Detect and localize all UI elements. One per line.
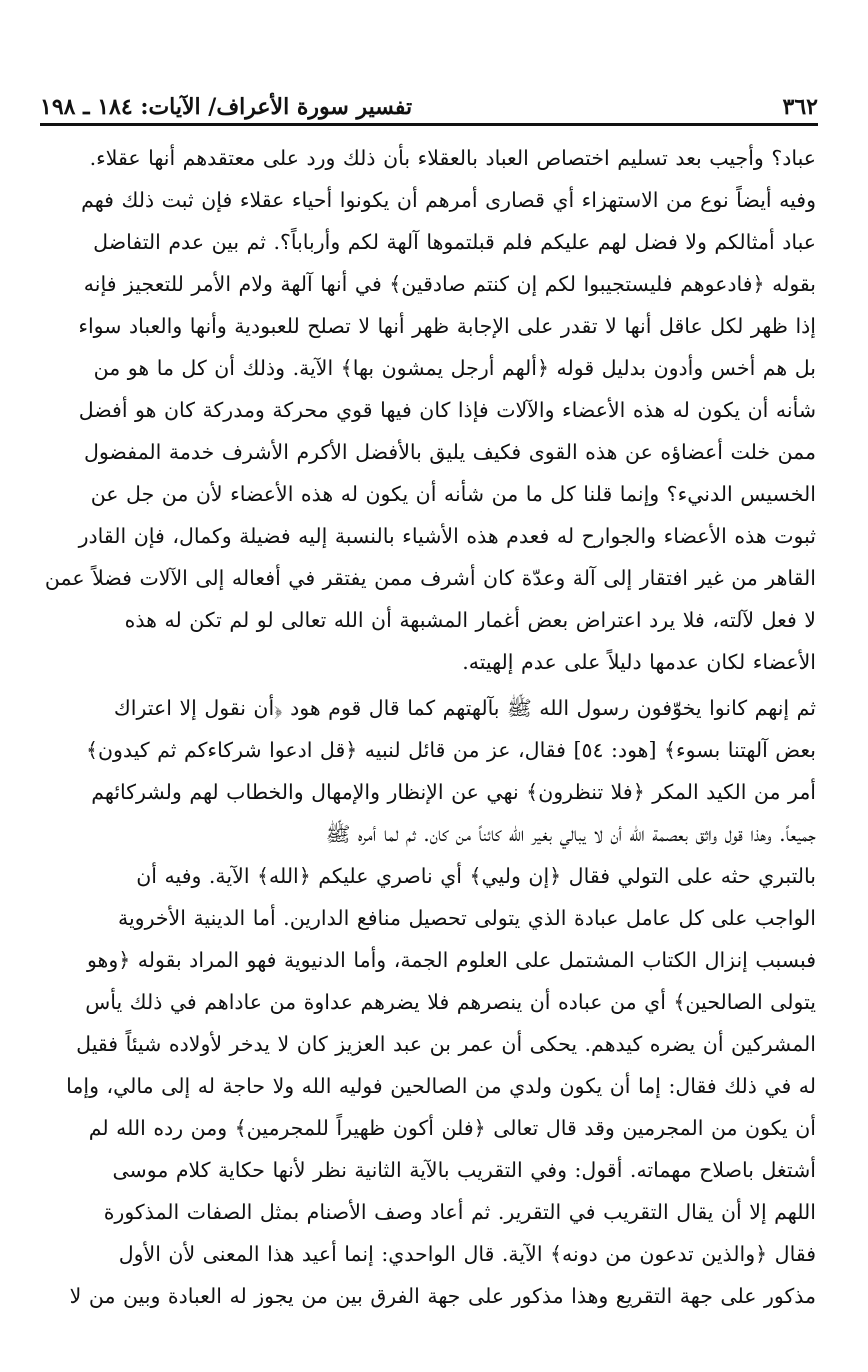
- paragraph-2: [40, 687, 816, 1317]
- text-line: وفيه أيضاً نوع من الاستهزاء أي قصارى أمرهم أن يكونوا أحياء عقلاء فإن ثبت ذلك فهم: [81, 188, 816, 212]
- text-line: أشتغل باصلاح مهماته. أقول: وفي التقريب بالآية الثانية نظر لأنها حكاية كلام موسى: [112, 1158, 816, 1182]
- text-line: جميعاً. وهذا قول واثق بعصمة الله أن لا يبالي بغير الله كائناً من كان. ثم لما أمره ﷺ: [325, 822, 816, 846]
- text-line: مذكور على جهة التقريع وهذا مذكور على جهة الفرق بين من يجوز له العبادة وبين من لا: [69, 1284, 816, 1308]
- text-line: أمر من الكيد المكر ﴿فلا تنظرون﴾ نهي عن الإنظار والإمهال والخطاب لهم ولشركائهم: [91, 780, 816, 804]
- text-line: بالتبري حثه على التولي فقال ﴿إن وليي﴾ أي ناصري عليكم ﴿الله﴾ الآية. وفيه أن: [136, 864, 816, 888]
- text-line: له في ذلك فقال: إما أن يكون ولدي من الصالحين فوليه الله ولا حاجة له إلى مالي، وإما: [66, 1074, 816, 1098]
- text-line: القاهر من غير افتقار إلى آلة وعدّة كان أشرف ممن يفتقر في أفعاله إلى الآلات فضلاً عمن: [44, 566, 816, 590]
- text-line: عباد؟ وأجيب بعد تسليم اختصاص العباد بالعقلاء بأن ذلك ورد على معتقدهم أنها عقلاء.: [89, 146, 816, 170]
- text-line: فبسبب إنزال الكتاب المشتمل على العلوم الجمة، وأما الدنيوية فهو المراد بقوله ﴿وهو: [86, 948, 816, 972]
- text-line: شأنه أن يكون له هذه الأعضاء والآلات فإذا كان فيها قوي محركة ومدركة كان هو أفضل: [78, 398, 816, 422]
- text-line: اللهم إلا أن يقال التقريب في التقرير. ثم أعاد وصف الأصنام بمثل الصفات المذكورة: [103, 1200, 816, 1224]
- text-line: إذا ظهر لكل عاقل أنها لا تقدر على الإجابة ظهر أنها لا تصلح للعبودية وأنها والعباد سواء: [78, 314, 816, 338]
- text-line: بعض آلهتنا بسوء﴾ [هود: ٥٤] فقال، عز من قائل لنبيه ﴿قل ادعوا شركاءكم ثم كيدون﴾: [85, 738, 816, 762]
- text-line: ممن خلت أعضاؤه عن هذه القوى فكيف يليق بالأفضل الأكرم الأشرف خدمة المفضول: [83, 440, 816, 464]
- text-line: المشركين أن يضره كيدهم. يحكى أن عمر بن عبد العزيز كان لا يدخر لأولاده شيئاً فقيل: [76, 1032, 816, 1056]
- paragraph-1: [40, 137, 816, 683]
- text-line: الأعضاء لكان عدمها دليلاً على عدم إلهيته.: [462, 650, 816, 674]
- text-line: ثم إنهم كانوا يخوّفون رسول الله ﷺ بآلهتهم كما قال قوم هود ﴿أن نقول إلا اعتراك: [113, 696, 816, 720]
- text-line: أن يكون من المجرمين وقد قال تعالى ﴿فلن أكون ظهيراً للمجرمين﴾ ومن رده الله لم: [88, 1116, 816, 1140]
- page-number: ٣٦٢: [782, 94, 818, 120]
- page-header: [40, 80, 818, 120]
- text-line: بل هم أخس وأدون بدليل قوله ﴿ألهم أرجل يمشون بها﴾ الآية. وذلك أن كل ما هو من: [93, 356, 816, 380]
- running-title: تفسير سورة الأعراف/ الآيات: ١٨٤ ـ ١٩٨: [40, 94, 413, 120]
- text-line: عباد أمثالكم ولا فضل لهم عليكم فلم قبلتموها آلهة لكم وأرباباً؟. ثم بين عدم التفاضل: [93, 230, 816, 254]
- text-line: بقوله ﴿فادعوهم فليستجيبوا لكم إن كنتم صادقين﴾ في أنها آلهة ولام الأمر للتعجيز فإنه: [83, 272, 816, 296]
- header-rule: [40, 123, 818, 126]
- text-line: ثبوت هذه الأعضاء والجوارح له فعدم هذه الأشياء بالنسبة إليه فضيلة وكمال، فإن القادر: [78, 524, 816, 548]
- text-line: يتولى الصالحين﴾ أي من عباده أن ينصرهم فلا يضرهم عداوة من عاداهم في ذلك يأس: [85, 990, 816, 1014]
- text-line: الواجب على كل عامل عبادة الذي يتولى تحصيل منافع الدارين. أما الدينية الأخروية: [117, 906, 816, 930]
- text-line: لا فعل لآلته، فلا يرد اعتراض بعض أغمار المشبهة أن الله تعالى لو لم تكن له هذه: [124, 608, 816, 632]
- text-line: فقال ﴿والذين تدعون من دونه﴾ الآية. قال الواحدي: إنما أعيد هذا المعنى لأن الأول: [118, 1242, 816, 1266]
- text-line: الخسيس الدنيء؟ وإنما قلنا كل ما من شأنه أن يكون له هذه الأعضاء لأن من جل عن: [90, 482, 816, 506]
